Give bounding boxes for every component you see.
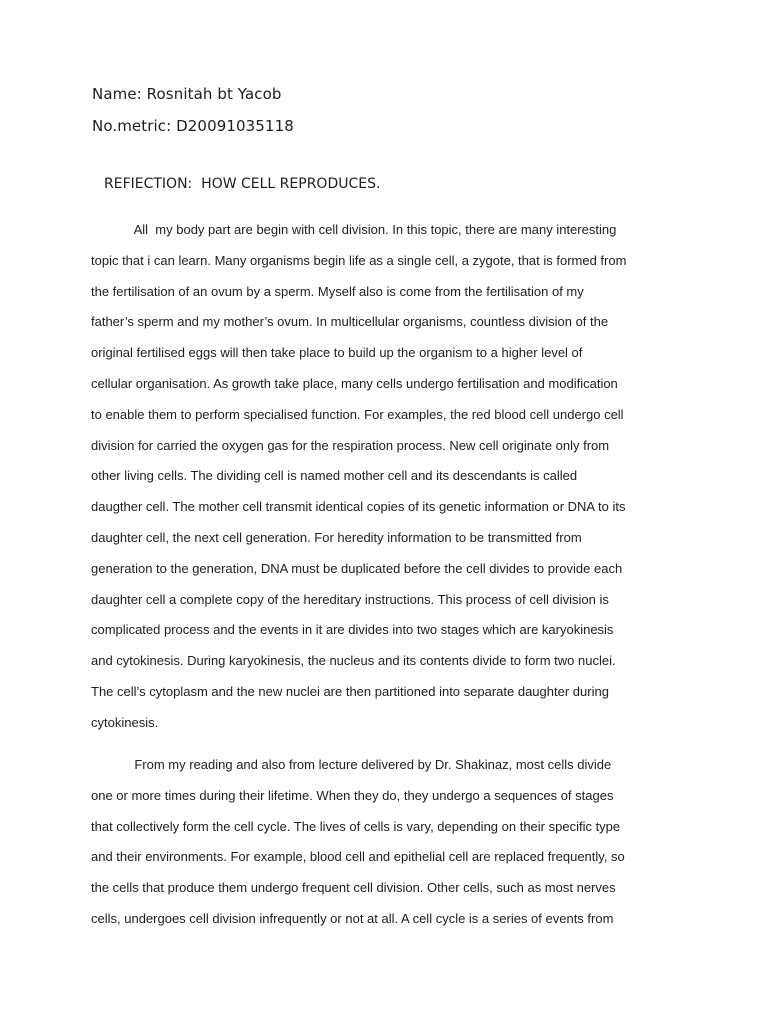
text-line: The cell’s cytoplasm and the new nuclei are then partitioned into separate daughter during [91,683,609,699]
text-line: division for carried the oxygen gas for the respiration process. New cell originate only from [91,437,610,453]
text-line: All my body part are begin with cell division. In this topic, there are many interesting [91,222,617,237]
paragraph-1 [91,215,687,739]
text-line: one or more times during their lifetime. When they do, they undergo a sequences of stages [91,787,614,803]
text-line: topic that i can learn. Many organisms begin life as a single cell, a zygote, that is formed from [91,252,627,268]
text-line: that collectively form the cell cycle. The lives of cells is vary, depending on their specific type [91,818,621,834]
text-line: cellular organisation. As growth take place, many cells undergo fertilisation and modification [91,375,618,391]
text-line: From my reading and also from lecture delivered by Dr. Shakinaz, most cells divide [91,757,612,772]
text-line: to enable them to perform specialised function. For examples, the red blood cell undergo cell [91,406,624,422]
text-line: daugther cell. The mother cell transmit identical copies of its genetic information or DNA to its [91,499,626,515]
text-line: complicated process and the events in it are divides into two stages which are karyokinesis [91,622,614,638]
document-title: REFIECTION: HOW CELL REPRODUCES. [104,176,381,192]
text-line: the fertilisation of an ovum by a sperm. Myself also is come from the fertilisation of my [91,283,584,299]
text-line: father’s sperm and my mother’s ovum. In multicellular organisms, countless division of the [91,314,609,330]
text-line: and cytokinesis. During karyokinesis, the nucleus and its contents divide to form two nuclei. [91,653,616,669]
text-line: cells, undergoes cell division infrequently or not at all. A cell cycle is a series of events from [91,910,614,926]
text-line: original fertilised eggs will then take place to build up the organism to a higher level of [91,345,583,361]
student-name: Name: Rosnitah bt Yacob [92,85,282,103]
matric-number: No.metric: D20091035118 [92,117,294,135]
text-line: the cells that produce them undergo frequent cell division. Other cells, such as most nerves [91,880,616,896]
text-line: cytokinesis. [91,714,159,730]
text-line: and their environments. For example, blood cell and epithelial cell are replaced frequently, so [91,849,625,865]
paragraph-2 [91,750,687,935]
text-line: daughter cell a complete copy of the hereditary instructions. This process of cell division is [91,591,609,607]
text-line: other living cells. The dividing cell is named mother cell and its descendants is called [91,468,578,484]
text-line: generation to the generation, DNA must be duplicated before the cell divides to provide each [91,560,623,576]
text-line: daughter cell, the next cell generation. For heredity information to be transmitted from [91,529,582,545]
